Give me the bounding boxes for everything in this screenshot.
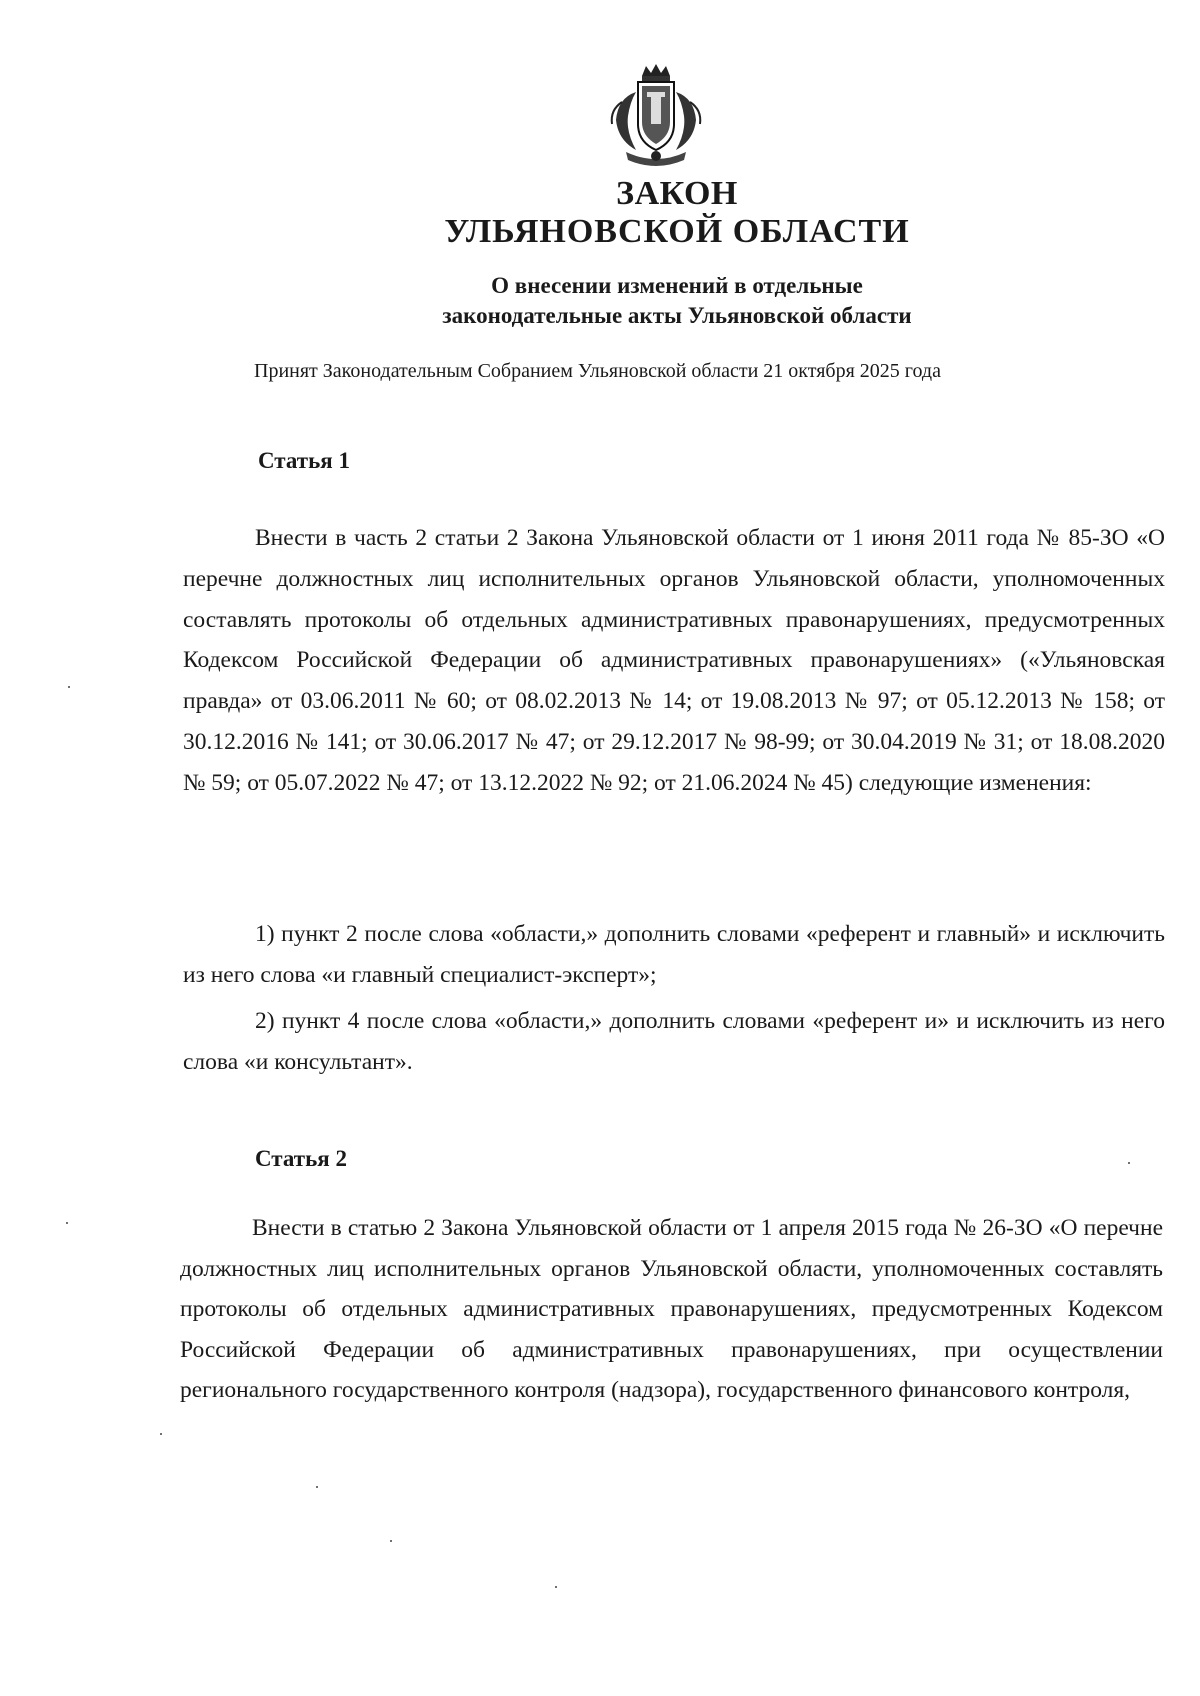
scan-speck [1128,1162,1130,1164]
scan-speck [160,1433,162,1435]
document-title-line2: УЛЬЯНОВСКОЙ ОБЛАСТИ [444,213,910,250]
article2-intro-paragraph: Внести в статью 2 Закона Ульяновской области от 1 апреля 2015 года № 26-ЗО «О перечне должностных лиц исполнительных органов Ульяновской области, уполномоченных составлять протоколы об отдельных административных правонарушениях, предусмотренных Кодексом Российской Федерации об административных правонарушениях, при осуществлении регионального государственного контроля (надзора), государственного финансового контроля, [180,1215,1163,1403]
scan-speck [555,1586,557,1588]
article1-item2: 2) пункт 4 после слова «области,» дополнить словами «референт и» и исключить из него слова «и консультант». [183,1008,1165,1075]
document-subtitle-line2: законодательные акты Ульяновской области [442,303,912,328]
scan-speck [316,1486,318,1488]
document-title-line1: ЗАКОН [616,175,738,212]
adoption-statement: Принят Законодательным Собранием Ульяновской области 21 октября 2025 года [254,360,941,382]
article1-heading: Статья 1 [258,448,350,473]
scan-speck [390,1540,392,1542]
article2-heading: Статья 2 [255,1146,347,1171]
scan-speck [68,686,70,688]
article1-item1: 1) пункт 2 после слова «области,» дополнить словами «референт и главный» и исключить из него слова «и главный специалист-эксперт»; [183,921,1165,988]
document-subtitle-line1: О внесении изменений в отдельные [491,273,863,298]
coat-of-arms-emblem [596,62,716,172]
scan-speck [66,1222,68,1224]
article1-intro-paragraph: Внести в часть 2 статьи 2 Закона Ульяновской области от 1 июня 2011 года № 85-ЗО «О перечне должностных лиц исполнительных органов Ульяновской области, уполномоченных составлять протоколы об отдельных административных правонарушениях, предусмотренных Кодексом Российской Федерации об административных правонарушениях» («Ульяновская правда» от 03.06.2011 № 60; от 08.02.2013 № 14; от 19.08.2013 № 97; от 05.12.2013 № 158; от 30.12.2016 № 141; от 30.06.2017 № 47; от 29.12.2017 № 98-99; от 30.04.2019 № 31; от 18.08.2020 № 59; от 05.07.2022 № 47; от 13.12.2022 № 92; от 21.06.2024 № 45) следующие изменения: [183,525,1165,796]
